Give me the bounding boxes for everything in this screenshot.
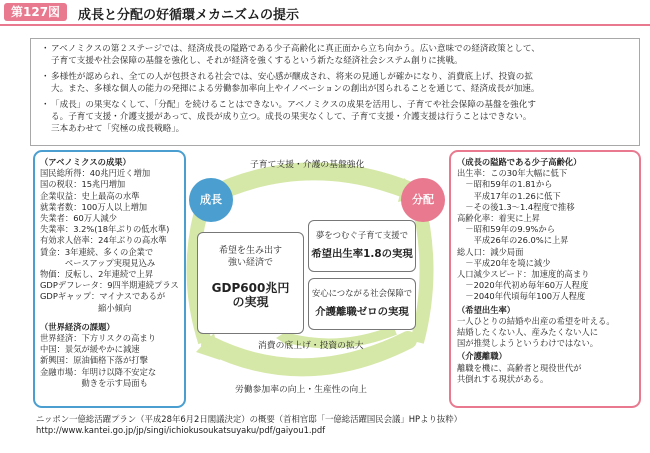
gdp-target-card: [197, 232, 304, 334]
source-citation: [36, 414, 462, 436]
panel-line: 出生率：この30年大幅に低下: [457, 168, 568, 179]
panel-lines: [457, 363, 633, 385]
panel-line: －その後1.3～1.4程度で推移: [457, 201, 575, 212]
panel-line: 高齢化率：着実に上昇: [457, 213, 540, 224]
bullet-mark: ・: [41, 44, 50, 54]
panel-line: 新興国：原油価格下落が打撃: [40, 355, 148, 366]
panel-line: 動きを示す局面も: [40, 377, 148, 388]
growth-circle: 成長: [189, 178, 233, 222]
arrow-label-top: 子育て支援・介護の基盤強化: [250, 160, 365, 170]
panel-line: 共倒れする現状がある。: [457, 373, 549, 384]
bullet-mark: ・: [41, 71, 50, 82]
card-subtext: 強い経済で: [227, 258, 273, 268]
card-headline: 希望出生率1.8の実現: [311, 248, 413, 260]
card-subtext: 希望を生み出す: [218, 246, 282, 256]
panel-section-title: （アベノミクスの成果）: [40, 157, 131, 167]
figure-title: 成長と分配の好循環メカニズムの提示: [78, 8, 300, 23]
panel-line: 平成26年の26.0%に上昇: [457, 235, 569, 246]
panel-line: 企業収益：史上最高の水準: [40, 190, 140, 201]
panel-line: 就業者数：100万人以上増加: [40, 201, 148, 212]
panel-line: －2020年代初め毎年60万人程度: [457, 280, 589, 291]
source-line: ニッポン一億総活躍プラン（平成28年6月2日閣議決定）の概要（首相官邸「一億総活躍国民会議」HPより抜粋）: [36, 414, 462, 424]
panel-line: 一人ひとりの結婚や出産の希望を叶える。: [457, 315, 615, 326]
panel-line: 有効求人倍率：24年ぶりの高水準: [40, 235, 167, 246]
panel-section-title: （希望出生率）: [457, 304, 516, 315]
panel-line: －平成20年を境に減少: [457, 257, 551, 268]
card-subtext: 安心につながる社会保障で: [311, 288, 413, 298]
note-line: る。子育て支援・介護支援があって、成長が成り立つ。成長の果実なくして、子育て支援・介護支援は行うことはできない。: [51, 112, 532, 123]
panel-line: GDPギャップ：マイナスであるが: [40, 291, 166, 302]
panel-line: ベースアップ実現見込み: [40, 257, 156, 268]
note-line: 三本あわせて「究極の成長戦略」。: [51, 124, 185, 135]
panel-line: －2040年代頃毎年100万人程度: [457, 291, 586, 302]
panel-line: 国が推奨しようというわけではない。: [457, 338, 599, 349]
panel-lines: [457, 316, 633, 350]
panel-line: 平成17年の1.26に低下: [457, 190, 561, 201]
panel-line: －昭和59年の9.9%から: [457, 224, 556, 235]
panel-line: －昭和59年の1.81から: [457, 179, 553, 190]
panel-lines: [457, 168, 633, 302]
panel-line: 結婚したくない人、産みたくない人に: [457, 327, 599, 338]
panel-line: 縮小傾向: [40, 302, 132, 313]
panel-lines: [40, 168, 179, 314]
panel-line: 失業率：3.2%(18年ぶりの低水準): [40, 224, 170, 235]
panel-line: 国民総所得：40兆円近く増加: [40, 168, 151, 179]
abenomics-results-panel: [33, 150, 186, 408]
panel-line: 総人口：減少局面: [457, 246, 524, 257]
note-line: 大。また、多様な個人の能力の発揮による労働参加率向上やイノベーションの創出が図られることを通じて、経済成長が加速。: [51, 84, 540, 95]
birth-rate-card: [308, 220, 416, 272]
panel-line: 離職を機に、高齢者と現役世代が: [457, 362, 582, 373]
panel-line: 国の税収：15兆円増加: [40, 179, 126, 190]
card-headline: の実現: [232, 295, 269, 309]
aging-society-panel: [449, 150, 641, 408]
panel-line: GDPデフレータ：9四半期連続プラス: [40, 280, 179, 291]
arrow-label-middle: 消費の底上げ・投資の拡大: [258, 341, 364, 351]
panel-lines: [40, 333, 179, 389]
card-headline: 介護離職ゼロの実現: [315, 306, 409, 318]
panel-line: 人口減少スピード：加速度的高まり: [457, 269, 590, 280]
distribution-circle: 分配: [401, 178, 445, 222]
note-line: 「成長」の果実なくして、「分配」を続けることはできない。アベノミクスの成果を活用し、子育てや社会保障の基盤を強化す: [51, 99, 536, 110]
top-arrow-arc: [210, 171, 408, 196]
panel-line: 金融市場：年明け以降不安定な: [40, 366, 157, 377]
note-line: 多様性が認められ、全ての人が包摂される社会では、安心感が醸成され、将来の見通しが確かになり、消費底上げ、投資の拡: [51, 71, 533, 82]
card-headline: GDP600兆円: [211, 281, 290, 295]
bullet-mark: ・: [41, 99, 50, 110]
figure-number-badge: 第127図: [4, 3, 67, 21]
panel-section-title: （介護離職）: [457, 351, 507, 362]
panel-line: 中国：景気が緩やかに減速: [40, 344, 140, 355]
care-leave-card: [308, 278, 416, 330]
note-line: アベノミクスの第２ステージでは、経済成長の隘路である少子高齢化に真正面から立ち向かう。広い意味での経済政策として、: [51, 44, 540, 54]
panel-section-title: （世界経済の課題）: [40, 321, 115, 332]
note-line: 子育て支援や社会保障の基盤を強化し、それが経済を強くするという新たな経済社会システム創りに挑戦。: [51, 56, 463, 67]
panel-line: 物価：反転し、2年連続で上昇: [40, 269, 154, 280]
panel-line: 賃金：3年連続、多くの企業で: [40, 246, 154, 257]
panel-line: 世界経済：下方リスクの高まり: [40, 333, 156, 344]
arrow-label-bottom: 労働参加率の向上・生産性の向上: [235, 385, 367, 395]
panel-line: 失業者：60万人減少: [40, 213, 117, 224]
panel-section-title: （成長の隘路である少子高齢化）: [457, 157, 582, 167]
source-url: http://www.kantei.go.jp/jp/singi/ichiokusoukatsuyaku/pdf/gaiyou1.pdf: [36, 425, 326, 435]
card-subtext: 夢をつむぐ子育て支援で: [315, 230, 409, 240]
